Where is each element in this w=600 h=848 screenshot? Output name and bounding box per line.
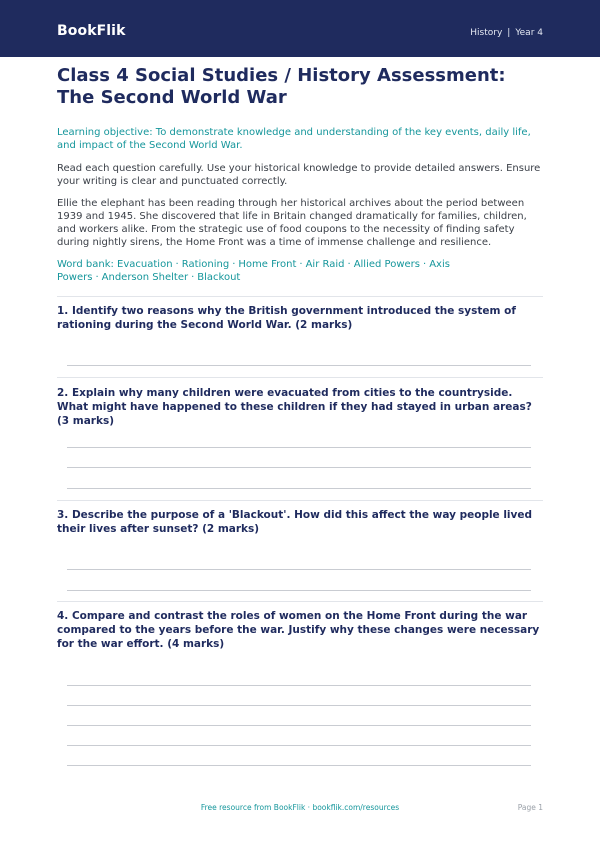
word-bank-word: Air Raid (305, 259, 345, 270)
word-bank-word: Evacuation (117, 259, 173, 270)
subject-label: History (470, 28, 503, 38)
section-divider (57, 296, 543, 297)
answer-line[interactable] (67, 467, 531, 468)
section-divider (57, 500, 543, 501)
answer-line[interactable] (67, 765, 531, 766)
answer-line[interactable] (67, 745, 531, 746)
answer-line[interactable] (67, 365, 531, 366)
answer-line[interactable] (67, 725, 531, 726)
word-bank-word: Allied Powers (353, 259, 420, 270)
subject-level (470, 28, 543, 38)
question-1: 1. Identify two reasons why the British government introduced the system of rationing during the Second World War. (2 marks) (57, 305, 516, 331)
brand-logo: BookFlik (57, 23, 126, 39)
answer-line[interactable] (67, 685, 531, 686)
word-bank-word: Blackout (197, 272, 241, 283)
section-divider (57, 601, 543, 602)
page-header (0, 0, 600, 57)
answer-line[interactable] (67, 705, 531, 706)
question-2: 2. Explain why many children were evacuated from cities to the countryside. What might have happened to these children if they had stayed in urban areas? (3 marks) (57, 387, 532, 427)
answer-line[interactable] (67, 447, 531, 448)
level-label: Year 4 (515, 28, 543, 38)
word-bank-label: Word bank: (57, 259, 114, 270)
intro-section (57, 65, 543, 284)
section-divider (57, 377, 543, 378)
word-bank: Word bank: Evacuation · Rationing · Home Front · Air Raid · Allied Powers · Axis Powers · Anderson Shelter · Blackout (57, 259, 450, 283)
answer-line[interactable] (67, 590, 531, 591)
word-bank-word: Anderson Shelter (101, 272, 189, 283)
meta-separator: | (507, 28, 511, 38)
word-bank-word: Rationing (181, 259, 230, 270)
answer-line[interactable] (67, 569, 531, 570)
instructions: Read each question carefully. Use your historical knowledge to provide detailed answers. Ensure your writing is clear and punctuated correctly. (57, 163, 541, 187)
word-bank-word: Home Front (238, 259, 297, 270)
learning-objective: Learning objective: To demonstrate knowledge and understanding of the key events, daily life, and impact of the Second World War. (57, 127, 531, 151)
story-paragraph: Ellie the elephant has been reading through her historical archives about the period between 1939 and 1945. She discovered that life in Britain changed dramatically for families, children, and workers alike. From the strategic use of food coupons to the necessity of finding safety during nightly sirens, the Home Front was a time of immense challenge and resilience. (57, 198, 527, 248)
page-number: Page 1 (517, 803, 543, 812)
answer-line[interactable] (67, 488, 531, 489)
page-title: Class 4 Social Studies / History Assessment: The Second World War (57, 65, 506, 108)
question-3: 3. Describe the purpose of a 'Blackout'. How did this affect the way people lived their lives after sunset? (2 marks) (57, 509, 533, 535)
word-bank-word: Axis Powers (57, 259, 450, 283)
footer-link[interactable]: Free resource from BookFlik · bookflik.com/resources (200, 803, 400, 812)
question-4: 4. Compare and contrast the roles of women on the Home Front during the war compared to the years before the war. Justify why these changes were necessary for the war effort. (4 marks) (57, 610, 540, 650)
